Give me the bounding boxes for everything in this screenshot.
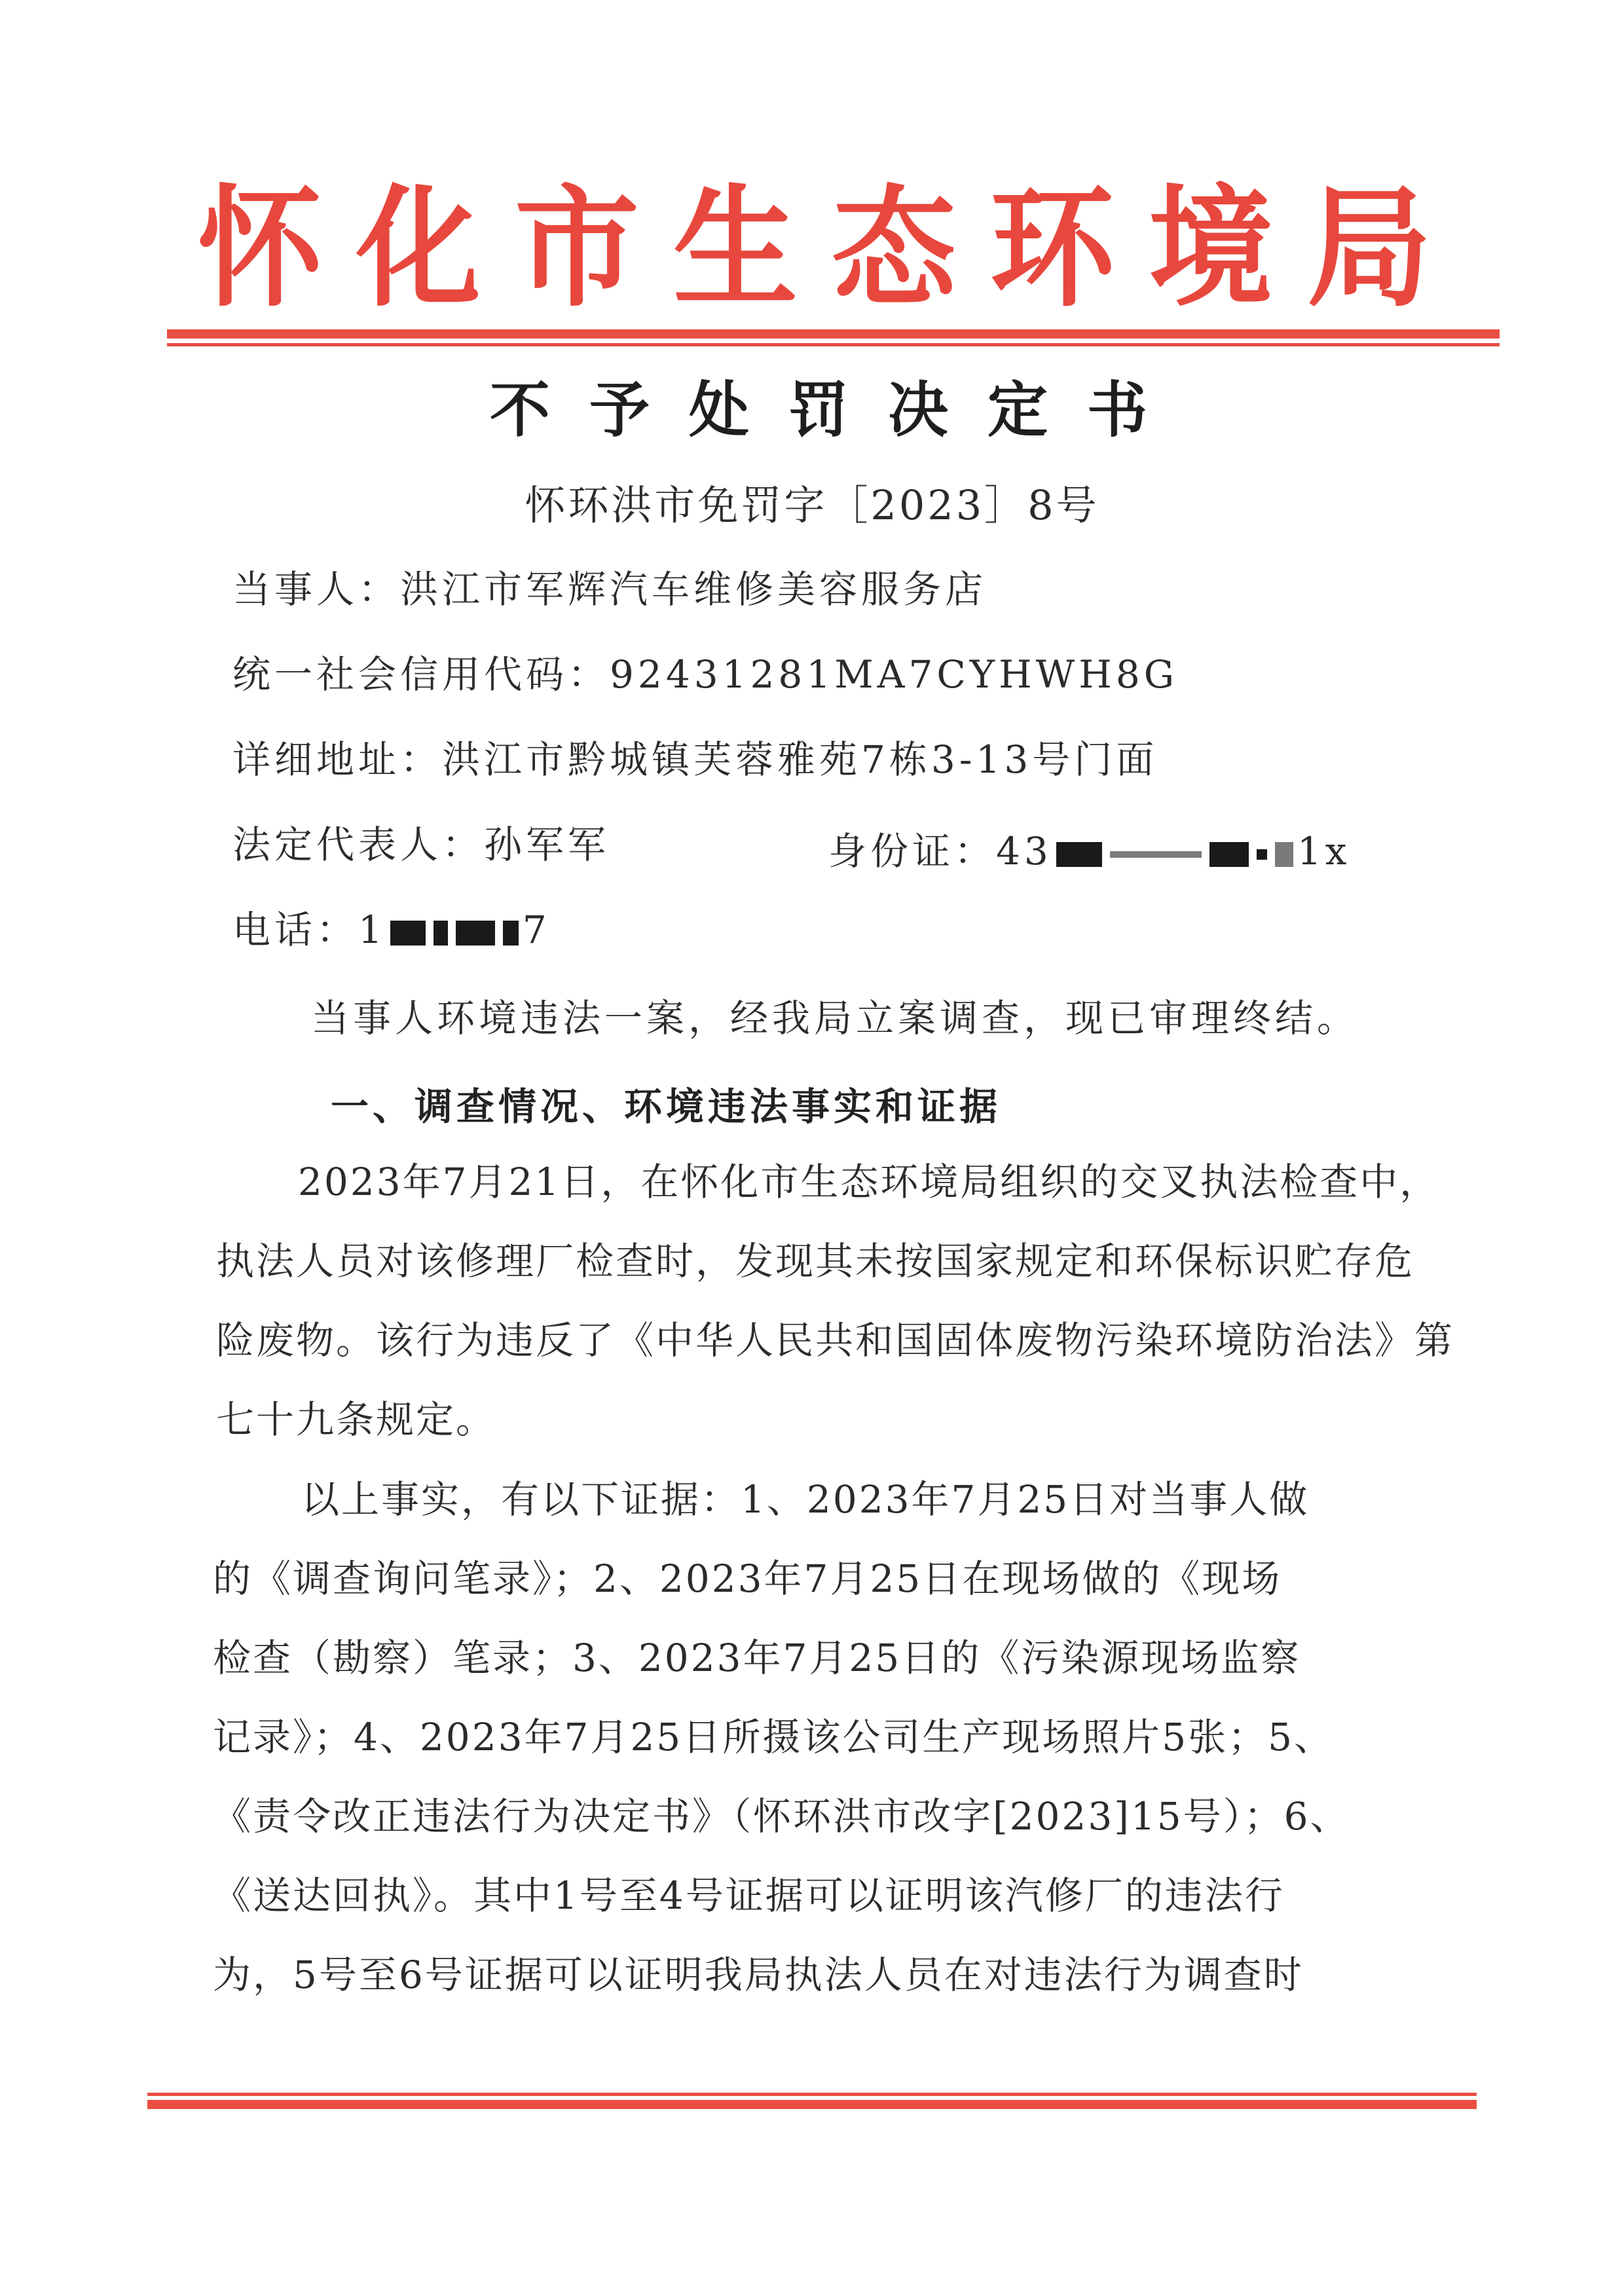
party-name-label: 当事人： bbox=[232, 567, 401, 612]
redaction-block bbox=[1275, 842, 1293, 867]
paragraph-line: 的《调查询问笔录》；2、2023年7月25日在现场做的《现场 bbox=[213, 1556, 1282, 1601]
phone-line bbox=[232, 897, 551, 963]
id-card-line bbox=[828, 818, 1350, 884]
paragraph-facts bbox=[216, 1143, 1454, 1460]
case-intro: 当事人环境违法一案，经我局立案调查，现已审理终结。 bbox=[311, 996, 1359, 1040]
phone-suffix: 7 bbox=[522, 908, 551, 952]
redaction-block bbox=[1056, 842, 1102, 867]
legal-rep-value: 孙军军 bbox=[484, 822, 610, 867]
party-name-value: 洪江市军辉汽车维修美容服务店 bbox=[400, 567, 987, 612]
redaction-block bbox=[390, 921, 426, 946]
address-value: 洪江市黔城镇芙蓉雅苑7栋3-13号门面 bbox=[442, 737, 1158, 782]
paragraph-line: 险废物。该行为违反了《中华人民共和国固体废物污染环境防治法》第 bbox=[216, 1318, 1455, 1363]
address-label: 详细地址： bbox=[232, 737, 443, 782]
credit-code-line bbox=[232, 642, 1178, 707]
redaction-block bbox=[1209, 842, 1249, 867]
legal-rep-line bbox=[232, 812, 610, 877]
redaction-block bbox=[456, 921, 495, 946]
document-title: 不予处罚决定书 bbox=[489, 375, 1187, 445]
paragraph-line: 记录》；4、2023年7月25日所摄该公司生产现场照片5张；5、 bbox=[213, 1715, 1335, 1759]
paragraph-line: 以上事实，有以下证据：1、2023年7月25日对当事人做 bbox=[301, 1477, 1310, 1522]
id-card-suffix: 1x bbox=[1297, 829, 1351, 873]
phone-label: 电话： bbox=[232, 908, 359, 952]
redaction-block bbox=[503, 921, 519, 946]
redaction-block bbox=[434, 921, 448, 946]
paragraph-line: 《责令改正违法行为决定书》（怀环洪市改字[2023]15号）；6、 bbox=[213, 1794, 1350, 1839]
legal-rep-label: 法定代表人： bbox=[232, 822, 485, 867]
paragraph-line: 执法人员对该修理厂检查时，发现其未按国家规定和环保标识贮存危 bbox=[216, 1239, 1415, 1283]
footer-rule-thick bbox=[147, 2100, 1477, 2109]
letterhead-rule-thin bbox=[167, 343, 1500, 346]
document-number: 怀环洪市免罚字［2023］8号 bbox=[525, 481, 1099, 529]
credit-code-label: 统一社会信用代码： bbox=[232, 652, 610, 697]
paragraph-line: 为，5号至6号证据可以证明我局执法人员在对违法行为调查时 bbox=[213, 1953, 1304, 1997]
letterhead-rule-thick bbox=[167, 329, 1500, 339]
agency-letterhead: 怀化市生态环境局 bbox=[197, 172, 1466, 325]
paragraph-evidence bbox=[213, 1460, 1350, 2015]
paragraph-line: 检查（勘察）笔录；3、2023年7月25日的《污染源现场监察 bbox=[213, 1636, 1301, 1680]
redaction-block bbox=[1110, 851, 1202, 858]
address-line bbox=[232, 727, 1158, 792]
redaction-block bbox=[1257, 849, 1267, 860]
credit-code-value: 92431281MA7CYHWH8G bbox=[610, 652, 1179, 697]
id-card-label: 身份证： bbox=[828, 829, 997, 873]
paragraph-line: 七十九条规定。 bbox=[216, 1397, 496, 1442]
phone-prefix: 1 bbox=[358, 908, 386, 952]
footer-rule-thin bbox=[147, 2093, 1477, 2096]
id-card-prefix: 43 bbox=[996, 829, 1052, 873]
party-name-line bbox=[232, 557, 987, 622]
paragraph-line: 2023年7月21日，在怀化市生态环境局组织的交叉执法检查中， bbox=[298, 1160, 1440, 1204]
paragraph-line: 《送达回执》。其中1号至4号证据可以证明该汽修厂的违法行 bbox=[213, 1873, 1285, 1918]
section-heading-investigation: 一、调查情况、环境违法事实和证据 bbox=[331, 1084, 1002, 1129]
